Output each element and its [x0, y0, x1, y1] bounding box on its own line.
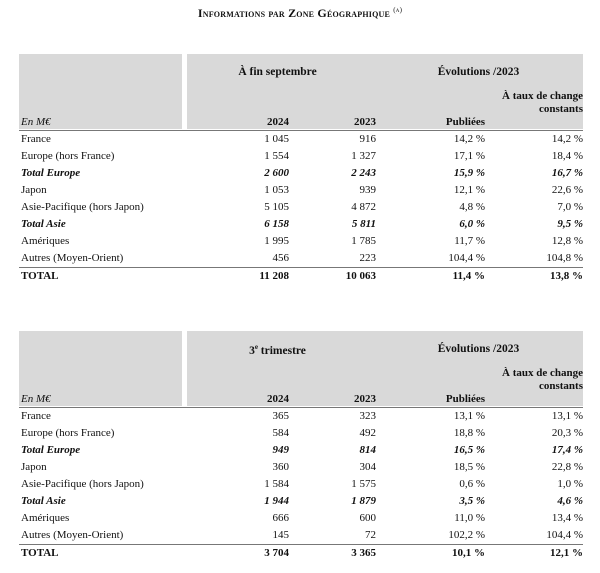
col-2024: 2024	[267, 116, 289, 128]
period-number: 3	[249, 344, 255, 357]
total-row	[19, 544, 583, 562]
cell-taux-constants: 4,6 %	[557, 495, 583, 507]
col-publiees: Publiées	[445, 116, 485, 128]
page-title	[0, 6, 600, 21]
cell-publiees: 3,5 %	[459, 495, 485, 507]
cell-2024: 1 554	[264, 150, 289, 162]
cell-taux-constants: 104,4 %	[546, 529, 583, 541]
cell-2024: 2 600	[264, 167, 289, 179]
subtotal-row	[19, 165, 583, 182]
cell-taux-constants: 1,0 %	[557, 478, 583, 490]
table-row	[19, 510, 583, 527]
col-taux-line1: À taux de change	[502, 90, 583, 102]
cell-taux-constants: 104,8 %	[546, 252, 583, 264]
subtotal-row	[19, 216, 583, 233]
cell-taux-constants: 12,8 %	[551, 235, 583, 247]
row-label: France	[21, 410, 51, 422]
col-2023: 2023	[354, 116, 376, 128]
cell-2024: 145	[272, 529, 289, 541]
header-evolutions: Évolutions /2023	[437, 66, 520, 78]
col-publiees: Publiées	[445, 393, 485, 405]
cell-publiees: 15,9 %	[453, 167, 485, 179]
cell-2024: 1 045	[264, 133, 289, 145]
cell-2024: 1 995	[264, 235, 289, 247]
row-label: Total Asie	[21, 218, 66, 230]
cell-2024: 6 158	[264, 218, 289, 230]
table-row	[19, 527, 583, 544]
cell-2024: 365	[272, 410, 289, 422]
cell-2024: 5 105	[264, 201, 289, 213]
cell-2023: 916	[359, 133, 376, 145]
unit-label: En M€	[21, 393, 51, 405]
cell-publiees: 11,4 %	[452, 270, 485, 282]
cell-2023: 2 243	[351, 167, 376, 179]
cell-2023: 1 879	[351, 495, 376, 507]
cell-publiees: 18,5 %	[453, 461, 485, 473]
subtotal-row	[19, 442, 583, 459]
col-taux-line2: constants	[538, 380, 583, 392]
col-2023: 2023	[354, 393, 376, 405]
row-label: Europe (hors France)	[21, 150, 115, 162]
table-row	[19, 233, 583, 250]
cell-2024: 360	[272, 461, 289, 473]
cell-publiees: 18,8 %	[453, 427, 485, 439]
cell-2023: 5 811	[351, 218, 376, 230]
row-label: Japon	[21, 461, 47, 473]
table-body	[19, 407, 583, 562]
cell-2023: 939	[359, 184, 376, 196]
page-title-text: Informations par Zone Géographique	[197, 6, 391, 20]
header-evolutions: Évolutions /2023	[437, 343, 520, 355]
unit-label: En M€	[21, 116, 51, 128]
title-footnote-mark: (a)	[393, 6, 403, 14]
row-label: Japon	[21, 184, 47, 196]
cell-2023: 323	[359, 410, 376, 422]
cell-taux-constants: 7,0 %	[557, 201, 583, 213]
row-label: Total Asie	[21, 495, 66, 507]
cell-2023: 600	[359, 512, 376, 524]
cell-taux-constants: 18,4 %	[551, 150, 583, 162]
col-taux-line1: À taux de change	[502, 367, 583, 379]
period-word: trimestre	[257, 344, 306, 357]
table-row	[19, 148, 583, 165]
cell-2024: 1 944	[264, 495, 289, 507]
cell-2023: 72	[365, 529, 376, 541]
cell-publiees: 11,7 %	[454, 235, 485, 247]
table-row	[19, 131, 583, 148]
cell-2024: 666	[272, 512, 289, 524]
cell-publiees: 104,4 %	[448, 252, 485, 264]
cell-publiees: 17,1 %	[453, 150, 485, 162]
cell-taux-constants: 13,1 %	[551, 410, 583, 422]
subtotal-row	[19, 493, 583, 510]
cell-2024: 949	[272, 444, 289, 456]
cell-2023: 223	[359, 252, 376, 264]
row-label: Asie-Pacifique (hors Japon)	[21, 478, 144, 490]
row-label: Amériques	[21, 512, 70, 524]
cell-2023: 492	[359, 427, 376, 439]
header-period: À fin septembre	[238, 66, 317, 78]
cell-2024: 584	[272, 427, 289, 439]
cell-taux-constants: 17,4 %	[551, 444, 583, 456]
cell-2023: 814	[359, 444, 376, 456]
cell-publiees: 0,6 %	[459, 478, 485, 490]
row-label: Amériques	[21, 235, 70, 247]
col-taux-constants	[473, 367, 583, 393]
table-row	[19, 182, 583, 199]
cell-publiees: 102,2 %	[448, 529, 485, 541]
row-label: TOTAL	[21, 270, 59, 282]
col-taux-constants	[473, 90, 583, 116]
cell-publiees: 11,0 %	[454, 512, 485, 524]
table-row	[19, 425, 583, 442]
cell-2023: 1 575	[351, 478, 376, 490]
table-row	[19, 459, 583, 476]
col-taux-line2: constants	[538, 103, 583, 115]
row-label: Total Europe	[21, 167, 81, 179]
cell-publiees: 4,8 %	[459, 201, 485, 213]
row-label: France	[21, 133, 51, 145]
cell-2023: 1 327	[351, 150, 376, 162]
cell-2023: 3 365	[351, 547, 376, 559]
cell-publiees: 16,5 %	[453, 444, 485, 456]
row-label: Asie-Pacifique (hors Japon)	[21, 201, 144, 213]
cell-publiees: 10,1 %	[452, 547, 485, 559]
cell-2024: 11 208	[259, 270, 289, 282]
cell-taux-constants: 13,4 %	[551, 512, 583, 524]
cell-2023: 10 063	[345, 270, 376, 282]
cell-taux-constants: 20,3 %	[551, 427, 583, 439]
row-label: Total Europe	[21, 444, 81, 456]
cell-2024: 1 053	[264, 184, 289, 196]
table-row	[19, 250, 583, 267]
cell-2023: 304	[359, 461, 376, 473]
table-row	[19, 199, 583, 216]
cell-taux-constants: 9,5 %	[557, 218, 583, 230]
table-row	[19, 476, 583, 493]
cell-2023: 4 872	[351, 201, 376, 213]
cell-taux-constants: 16,7 %	[551, 167, 583, 179]
cell-taux-constants: 22,6 %	[551, 184, 583, 196]
cell-taux-constants: 22,8 %	[551, 461, 583, 473]
row-label: Autres (Moyen-Orient)	[21, 529, 124, 541]
row-label: TOTAL	[21, 547, 59, 559]
table-row	[19, 408, 583, 425]
row-label: Autres (Moyen-Orient)	[21, 252, 124, 264]
col-2024: 2024	[267, 393, 289, 405]
cell-2024: 456	[272, 252, 289, 264]
cell-taux-constants: 14,2 %	[551, 133, 583, 145]
cell-2024: 3 704	[264, 547, 289, 559]
cell-publiees: 6,0 %	[459, 218, 485, 230]
total-row	[19, 267, 583, 285]
cell-publiees: 14,2 %	[453, 133, 485, 145]
period-ordinal: e	[254, 343, 258, 351]
cell-publiees: 12,1 %	[453, 184, 485, 196]
row-label: Europe (hors France)	[21, 427, 115, 439]
table-body	[19, 130, 583, 285]
header-period	[187, 343, 368, 357]
cell-taux-constants: 13,8 %	[550, 270, 583, 282]
cell-taux-constants: 12,1 %	[550, 547, 583, 559]
cell-2024: 1 584	[264, 478, 289, 490]
cell-publiees: 13,1 %	[453, 410, 485, 422]
cell-2023: 1 785	[351, 235, 376, 247]
